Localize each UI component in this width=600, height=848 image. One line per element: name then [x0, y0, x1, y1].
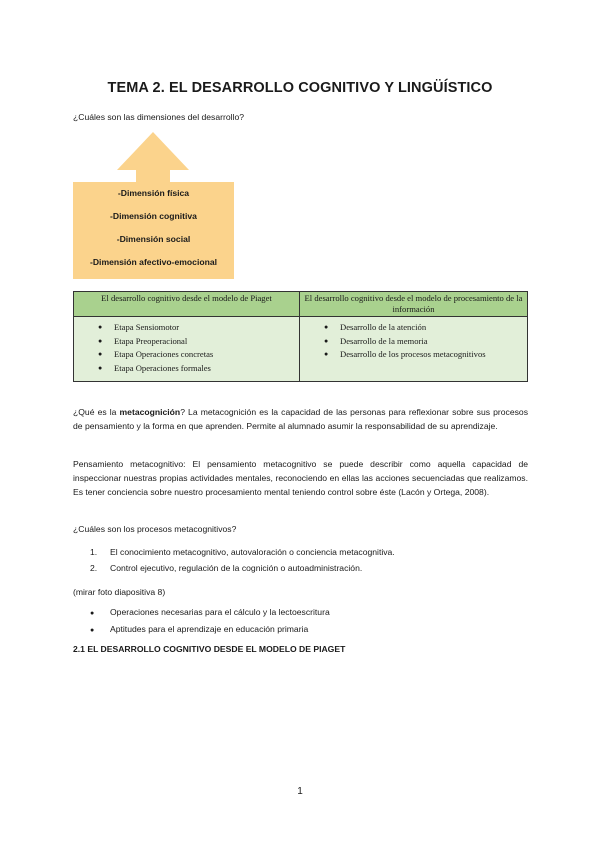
bullet-icon: ●	[324, 323, 329, 331]
bullet-icon: ●	[90, 627, 95, 634]
up-arrow-head	[117, 132, 189, 170]
dimension-item: -Dimensión afectivo-emocional	[89, 257, 218, 267]
page-number: 1	[297, 786, 303, 797]
list-item: ● Desarrollo de la atención	[300, 321, 527, 335]
dimension-item: -Dimensión cognitiva	[110, 211, 197, 221]
list-item: ● Desarrollo de la memoria	[300, 335, 527, 349]
section-heading: 2.1 EL DESARROLLO COGNITIVO DESDE EL MODELO DE PIAGET	[73, 644, 346, 654]
bullet-item: ● Aptitudes para el aprendizaje en educación primaria	[90, 622, 530, 638]
photo-note: (mirar foto diapositiva 8)	[73, 587, 166, 597]
table-cell-procesamiento	[300, 317, 527, 381]
page-title: TEMA 2. EL DESARROLLO COGNITIVO Y LINGÜÍSTICO	[107, 80, 493, 96]
dimensions-question: ¿Cuáles son las dimensiones del desarrollo?	[73, 112, 245, 122]
bullet-icon: ●	[98, 350, 103, 358]
list-item: ● Etapa Operaciones formales	[74, 362, 299, 376]
metacognicion-term: metacognición	[119, 407, 181, 417]
bullet-icon: ●	[90, 610, 95, 617]
models-table	[73, 291, 528, 382]
processes-question: ¿Cuáles son los procesos metacognitivos?	[73, 524, 237, 534]
table-header-piaget: El desarrollo cognitivo desde el modelo de Piaget	[74, 292, 300, 317]
process-item: 2. Control ejecutivo, regulación de la cognición o autoadministración.	[90, 563, 363, 573]
dimensions-box	[73, 182, 234, 279]
dimension-item: -Dimensión social	[116, 234, 191, 244]
bullet-icon: ●	[324, 350, 329, 358]
table-header-procesamiento: El desarrollo cognitivo desde el modelo de procesamiento de la información	[300, 292, 527, 317]
metacognicion-paragraph: ¿Qué es la metacognición? La metacognición es la capacidad de las personas para reflexionar sobre sus procesos de pensamiento y la forma en que aprenden. Permite al alumnado asumir la responsabilidad de su aprendizaje.	[73, 407, 529, 431]
bullet-icon: ●	[98, 323, 103, 331]
list-item: ● Etapa Sensiomotor	[74, 321, 299, 335]
bullet-item: ● Operaciones necesarias para el cálculo y la lectoescritura	[90, 605, 530, 621]
up-arrow-shaft	[136, 169, 170, 183]
bullet-icon: ●	[98, 336, 103, 345]
process-item: 1. El conocimiento metacognitivo, autovaloración o conciencia metacognitiva.	[90, 547, 395, 557]
table-cell-piaget	[74, 317, 300, 381]
bullet-icon: ●	[324, 336, 329, 345]
list-item: ● Desarrollo de los procesos metacognitivos	[300, 348, 527, 362]
list-item: ● Etapa Operaciones concretas	[74, 348, 299, 362]
bullet-icon: ●	[98, 363, 103, 372]
dimension-item: -Dimensión física	[117, 188, 190, 198]
list-item: ● Etapa Preoperacional	[74, 335, 299, 349]
pensamiento-paragraph: Pensamiento metacognitivo: El pensamiento metacognitivo se puede describir como aquella capacidad de inspeccionar nuestras propias actividades mentales, reconociendo en ellas las acciones secuenciadas que realizamos. Es tener conciencia sobre nuestro procesamiento mental teniendo control sobre éste (Lacón y Ortega, 2008).	[73, 459, 528, 497]
